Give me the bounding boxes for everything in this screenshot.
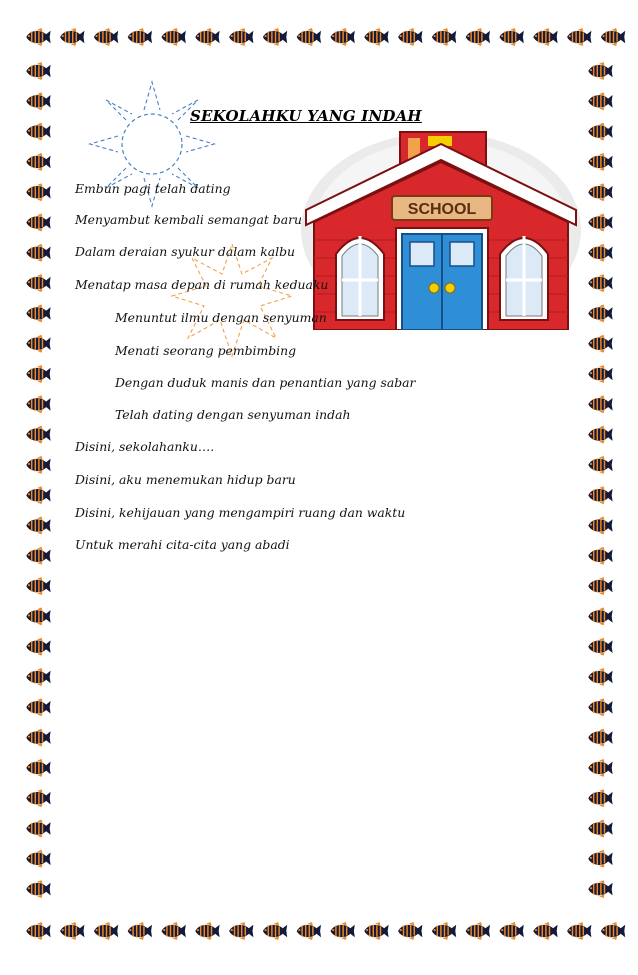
- fish-border-icon: [26, 486, 50, 504]
- fish-border-icon: [26, 698, 50, 716]
- fish-border-icon: [588, 153, 612, 171]
- fish-border-icon: [26, 789, 50, 807]
- poem-line: Disini, kehijauan yang mengampiri ruang dan waktu: [75, 505, 406, 520]
- fish-border-icon: [588, 517, 612, 535]
- fish-border-icon: [588, 486, 612, 504]
- fish-border-icon: [26, 304, 50, 322]
- fish-border-icon: [60, 28, 84, 46]
- fish-border-icon: [364, 922, 388, 940]
- fish-border-icon: [567, 922, 591, 940]
- fish-border-icon: [26, 28, 50, 46]
- fish-border-icon: [588, 759, 612, 777]
- fish-border-icon: [26, 577, 50, 595]
- fish-border-icon: [26, 395, 50, 413]
- fish-border-icon: [26, 638, 50, 656]
- fish-border-icon: [263, 922, 287, 940]
- fish-border-icon: [588, 426, 612, 444]
- fish-border-icon: [364, 28, 388, 46]
- poem-line: Menyambut kembali semangat baru: [75, 212, 303, 227]
- fish-border-icon: [588, 365, 612, 383]
- fish-border-icon: [26, 880, 50, 898]
- fish-border-icon: [26, 62, 50, 80]
- poem-line: Disini, sekolahanku….: [75, 439, 215, 454]
- poem-line: Menuntut ilmu dengan senyuman: [115, 310, 327, 325]
- fish-border-icon: [26, 820, 50, 838]
- fish-border-icon: [26, 244, 50, 262]
- fish-border-icon: [588, 274, 612, 292]
- fish-border-icon: [128, 28, 152, 46]
- fish-border-icon: [229, 28, 253, 46]
- fish-border-icon: [331, 28, 355, 46]
- fish-border-icon: [466, 28, 490, 46]
- school-building-illustration: [300, 130, 582, 330]
- fish-border-icon: [588, 335, 612, 353]
- fish-border-icon: [26, 922, 50, 940]
- fish-border-icon: [195, 28, 219, 46]
- fish-border-icon: [588, 92, 612, 110]
- fish-border-icon: [588, 820, 612, 838]
- fish-border-icon: [26, 426, 50, 444]
- poem-title: SEKOLAHKU YANG INDAH: [190, 107, 422, 125]
- fish-border-icon: [26, 547, 50, 565]
- fish-border-icon: [26, 607, 50, 625]
- fish-border-icon: [588, 850, 612, 868]
- fish-border-icon: [26, 759, 50, 777]
- fish-border-icon: [588, 304, 612, 322]
- fish-border-icon: [588, 668, 612, 686]
- fish-border-icon: [162, 28, 186, 46]
- fish-border-icon: [26, 153, 50, 171]
- fish-border-icon: [229, 922, 253, 940]
- fish-border-icon: [588, 638, 612, 656]
- fish-border-icon: [588, 244, 612, 262]
- fish-border-icon: [94, 28, 118, 46]
- fish-border-icon: [601, 28, 625, 46]
- fish-border-icon: [26, 92, 50, 110]
- poem-line: Menati seorang pembimbing: [115, 343, 297, 358]
- fish-border-icon: [162, 922, 186, 940]
- fish-border-icon: [195, 922, 219, 940]
- fish-border-icon: [26, 456, 50, 474]
- fish-border-icon: [567, 28, 591, 46]
- fish-border-icon: [588, 395, 612, 413]
- fish-border-icon: [331, 922, 355, 940]
- fish-border-icon: [26, 729, 50, 747]
- fish-border-icon: [588, 577, 612, 595]
- fish-border-icon: [128, 922, 152, 940]
- fish-border-icon: [588, 698, 612, 716]
- fish-border-icon: [588, 123, 612, 141]
- poem-line: Dalam deraian syukur dalam kalbu: [75, 244, 296, 259]
- poem-line: Disini, aku menemukan hidup baru: [75, 472, 296, 487]
- fish-border-icon: [588, 880, 612, 898]
- fish-border-icon: [588, 214, 612, 232]
- fish-border-icon: [588, 547, 612, 565]
- fish-border-icon: [432, 28, 456, 46]
- fish-border-icon: [398, 28, 422, 46]
- fish-border-icon: [432, 922, 456, 940]
- fish-border-icon: [466, 922, 490, 940]
- school-sign-text: SCHOOL: [407, 201, 477, 218]
- fish-border-icon: [26, 668, 50, 686]
- fish-border-icon: [588, 607, 612, 625]
- fish-border-icon: [26, 214, 50, 232]
- fish-border-icon: [601, 922, 625, 940]
- poem-line: Telah dating dengan senyuman indah: [115, 407, 351, 422]
- poem-line: Menatap masa depan di rumah keduaku: [75, 277, 329, 292]
- fish-border-icon: [263, 28, 287, 46]
- fish-border-icon: [500, 28, 524, 46]
- fish-border-icon: [297, 28, 321, 46]
- fish-border-icon: [588, 789, 612, 807]
- fish-border-icon: [588, 62, 612, 80]
- fish-border-icon: [26, 183, 50, 201]
- fish-border-icon: [588, 456, 612, 474]
- poem-line: Embun pagi telah dating: [75, 181, 231, 196]
- fish-border-icon: [26, 274, 50, 292]
- fish-border-icon: [60, 922, 84, 940]
- fish-border-icon: [297, 922, 321, 940]
- fish-border-icon: [26, 123, 50, 141]
- fish-border-icon: [533, 922, 557, 940]
- fish-border-icon: [588, 729, 612, 747]
- fish-border-icon: [26, 365, 50, 383]
- fish-border-icon: [26, 850, 50, 868]
- poem-line: Dengan duduk manis dan penantian yang sabar: [115, 375, 416, 390]
- fish-border-icon: [26, 335, 50, 353]
- fish-border-icon: [533, 28, 557, 46]
- fish-border-icon: [398, 922, 422, 940]
- fish-border-icon: [500, 922, 524, 940]
- poem-line: Untuk merahi cita-cita yang abadi: [75, 537, 290, 552]
- fish-border-icon: [588, 183, 612, 201]
- fish-border-icon: [26, 517, 50, 535]
- fish-border-icon: [94, 922, 118, 940]
